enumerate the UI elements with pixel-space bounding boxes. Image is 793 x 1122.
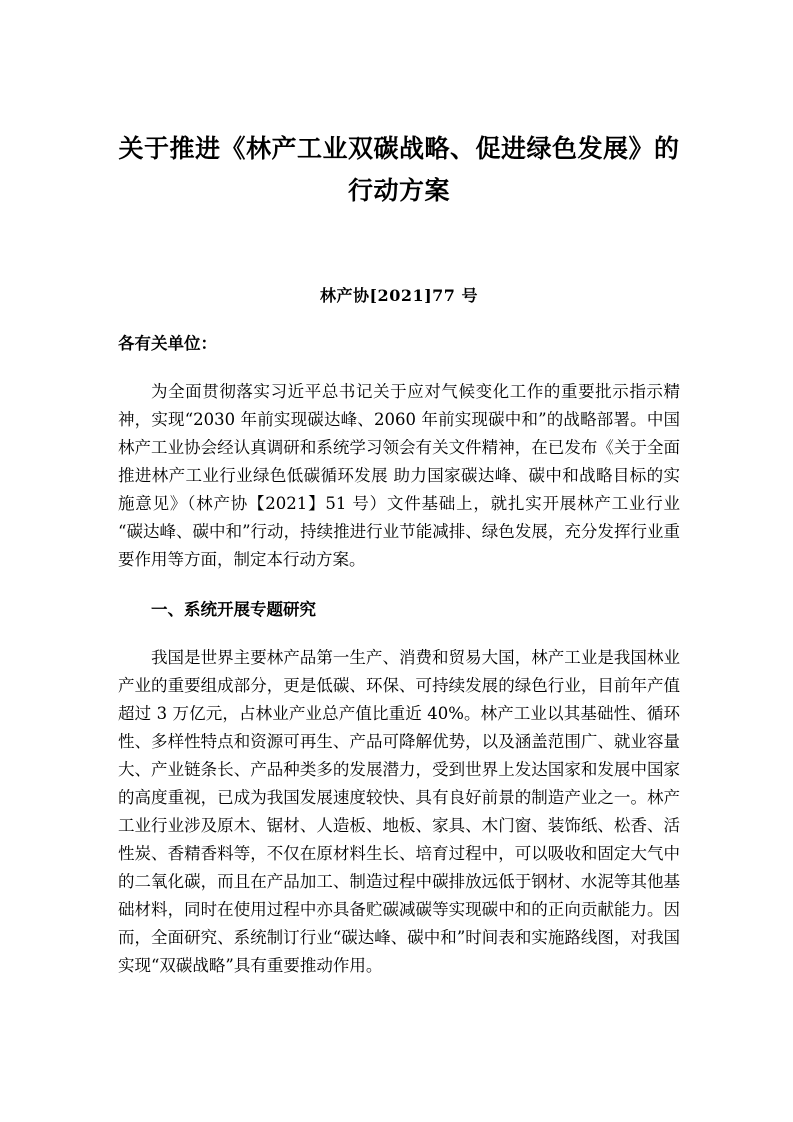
section-1-paragraph: 我国是世界主要林产品第一生产、消费和贸易大国，林产工业是我国林业产业的重要组成部分，更是低碳、环保、可持续发展的绿色行业，目前年产值超过 3 万亿元，占林业产业总产值比重近 40%。林产工业以其基础性、循环性、多样性特点和资源可再生、产品可降解优势，以及涵盖范围广、就业容量大、产业链条长、产品种类多的发展潜力，受到世界上发达国家和发展中国家的高度重视，已成为我国发展速度较快、具有良好前景的制造产业之一。林产工业行业涉及原木、锯材、人造板、地板、家具、木门窗、装饰纸、松香、活性炭、香精香料等，不仅在原材料生长、培育过程中，可以吸收和固定大气中的二氧化碳，而且在产品加工、制造过程中碳排放远低于钢材、水泥等其他基础材料，同时在使用过程中亦具备贮碳减碳等实现碳中和的正向贡献能力。因而，全面研究、系统制订行业“碳达峰、碳中和”时间表和实施路线图，对我国实现“双碳战略”具有重要推动作用。 [118,648,680,975]
document-number: 林产协[2021]77 号 [319,286,478,305]
document-title: 关于推进《林产工业双碳战略、促进绿色发展》的行动方案 [118,134,680,205]
intro-paragraph: 为全面贯彻落实习近平总书记关于应对气候变化工作的重要批示指示精神，实现“2030 年前实现碳达峰、2060 年前实现碳中和”的战略部署。中国林产工业协会经认真调研和系统学习领会有关文件精神，在已发布《关于全面推进林产工业行业绿色低碳循环发展 助力国家碳达峰、碳中和战略目标的实施意见》（林产协【2021】51 号）文件基础上，就扎实开展林产工业行业“碳达峰、碳中和”行动，持续推进行业节能减排、绿色发展，充分发挥行业重要作用等方面，制定本行动方案。 [118,382,680,569]
section-heading-1: 一、系统开展专题研究 [151,600,316,619]
document-content [118,0,680,980]
salutation: 各有关单位： [118,334,217,353]
